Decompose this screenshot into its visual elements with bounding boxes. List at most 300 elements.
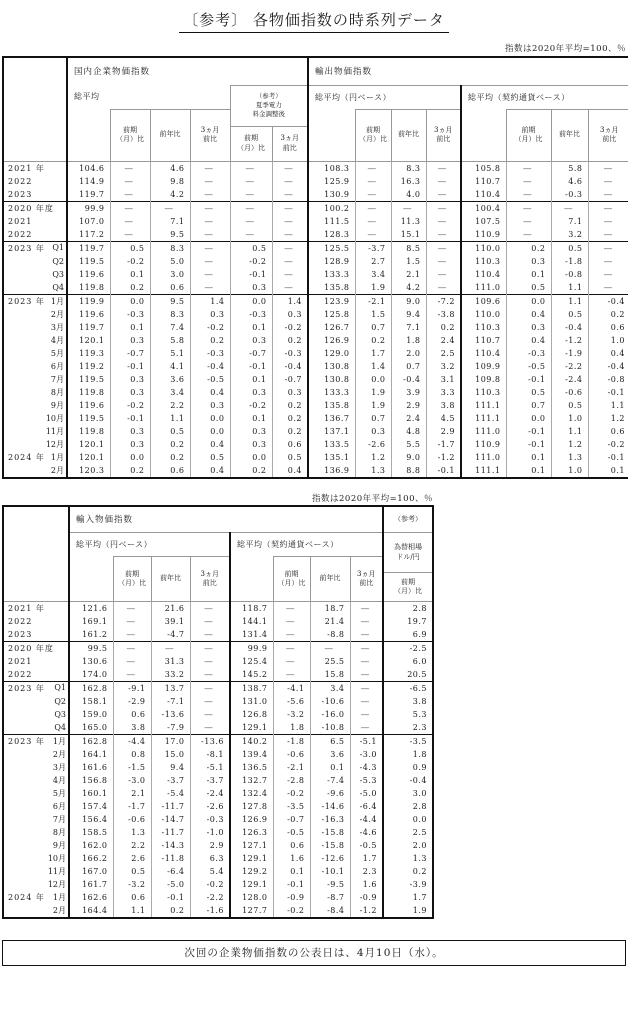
value-cell: ― [272, 188, 308, 202]
value-cell: 0.5 [551, 308, 588, 321]
value-cell: 1.1 [551, 281, 588, 295]
value-cell: ― [230, 228, 272, 242]
value-cell: 0.3 [190, 308, 230, 321]
value-cell: 2.8 [383, 800, 433, 813]
value-cell: -2.2 [190, 891, 230, 904]
header-3m: 3ヵ月 前比 [588, 109, 628, 161]
value-cell: ― [113, 668, 151, 682]
value-cell: ― [310, 642, 350, 656]
value-cell: -5.4 [151, 787, 190, 800]
header-yoy: 前年比 [551, 109, 588, 161]
value-cell: 119.5 [67, 255, 110, 268]
value-cell: -0.3 [110, 308, 150, 321]
value-cell: 119.6 [67, 399, 110, 412]
header-import-yen-average: 総平均（円ベース） [69, 533, 230, 557]
value-cell: ― [426, 268, 461, 281]
value-cell: -0.6 [113, 813, 151, 826]
value-cell: 99.5 [69, 642, 113, 656]
value-cell: -1.7 [426, 438, 461, 451]
row-period-label: 4月 [3, 774, 69, 787]
value-cell: ― [506, 228, 551, 242]
value-cell: 1.1 [551, 425, 588, 438]
value-cell: 99.9 [67, 201, 110, 215]
value-cell: -7.9 [151, 721, 190, 735]
value-cell: 0.2 [150, 451, 190, 464]
value-cell: -15.8 [310, 826, 350, 839]
value-cell: -0.4 [383, 774, 433, 787]
value-cell: -16.3 [310, 813, 350, 826]
value-cell: 0.4 [506, 308, 551, 321]
value-cell: 15.1 [391, 228, 426, 242]
value-cell: ― [350, 615, 383, 628]
value-cell: -0.4 [391, 373, 426, 386]
header-yoy: 前年比 [310, 557, 350, 602]
value-cell: -0.7 [273, 813, 310, 826]
value-cell: 131.0 [230, 695, 273, 708]
table-row [3, 294, 628, 308]
value-cell: ― [190, 628, 230, 642]
value-cell: 0.6 [113, 891, 151, 904]
value-cell: -1.8 [273, 735, 310, 749]
table-row [3, 399, 628, 412]
table-row [3, 334, 628, 347]
table-row [3, 904, 433, 918]
header-import-index: 輸入物価指数 [69, 506, 383, 533]
value-cell: 5.3 [383, 708, 433, 721]
value-cell: 1.1 [551, 294, 588, 308]
value-cell: -0.7 [230, 347, 272, 360]
header-yoy: 前年比 [151, 557, 190, 602]
value-cell: -1.2 [551, 334, 588, 347]
value-cell: 8.3 [391, 161, 426, 175]
row-period-label: 8月 [3, 826, 69, 839]
value-cell: ― [230, 188, 272, 202]
value-cell: -2.4 [551, 373, 588, 386]
value-cell: -5.1 [190, 761, 230, 774]
import-price-table [2, 505, 434, 920]
value-cell: 0.1 [273, 865, 310, 878]
value-cell: 160.1 [69, 787, 113, 800]
value-cell: ― [273, 615, 310, 628]
table-row [3, 386, 628, 399]
value-cell: 110.3 [461, 255, 506, 268]
value-cell: 2.7 [355, 255, 391, 268]
header-mom: 前期 （月）比 [355, 109, 391, 161]
value-cell: ― [230, 161, 272, 175]
value-cell: ― [350, 721, 383, 735]
value-cell: ― [190, 615, 230, 628]
header-mom: 前期 （月）比 [113, 557, 151, 602]
table-row [3, 161, 628, 175]
value-cell: 130.8 [308, 373, 355, 386]
value-cell: 1.1 [588, 399, 628, 412]
header-export-contract-average: 総平均（契約通貨ベース） [461, 85, 628, 109]
table-row [3, 682, 433, 696]
value-cell: 5.1 [150, 347, 190, 360]
value-cell: 138.7 [230, 682, 273, 696]
value-cell: 0.3 [230, 334, 272, 347]
header-yoy: 前年比 [391, 109, 426, 161]
value-cell: -3.0 [113, 774, 151, 787]
value-cell: -0.1 [230, 360, 272, 373]
table-row [3, 425, 628, 438]
value-cell: ― [113, 655, 151, 668]
value-cell: -10.6 [310, 695, 350, 708]
value-cell: 100.4 [461, 201, 506, 215]
value-cell: 2.9 [426, 425, 461, 438]
value-cell: 1.5 [355, 308, 391, 321]
header-3m: 3ヵ月 前比 [426, 109, 461, 161]
row-period-label: 10月 [3, 852, 69, 865]
value-cell: 129.1 [230, 878, 273, 891]
value-cell: 0.5 [110, 241, 150, 255]
value-cell: ― [588, 241, 628, 255]
value-cell: -3.7 [190, 774, 230, 787]
row-period-label: 2月 [3, 308, 67, 321]
table-row [3, 464, 628, 478]
table-row [3, 451, 628, 464]
value-cell: 0.3 [272, 386, 308, 399]
value-cell: -0.5 [190, 373, 230, 386]
row-period-label: 3月 [3, 761, 69, 774]
value-cell: 110.4 [461, 347, 506, 360]
value-cell: 129.2 [230, 865, 273, 878]
value-cell: -14.6 [310, 800, 350, 813]
value-cell: 161.7 [69, 878, 113, 891]
value-cell: 0.4 [506, 334, 551, 347]
value-cell: -0.2 [190, 321, 230, 334]
header-3m: 3ヵ月 前比 [350, 557, 383, 602]
value-cell: 4.2 [391, 281, 426, 295]
value-cell: 0.2 [190, 334, 230, 347]
value-cell: 0.6 [113, 708, 151, 721]
value-cell: 0.4 [190, 464, 230, 478]
value-cell: 162.8 [69, 735, 113, 749]
value-cell: 161.6 [69, 761, 113, 774]
value-cell: 126.3 [230, 826, 273, 839]
value-cell: -8.7 [310, 891, 350, 904]
value-cell: 1.0 [551, 412, 588, 425]
value-cell: 1.8 [383, 748, 433, 761]
table-row [3, 813, 433, 826]
value-cell: -0.7 [110, 347, 150, 360]
value-cell: ― [110, 215, 150, 228]
value-cell: 111.1 [461, 412, 506, 425]
value-cell: -5.1 [350, 735, 383, 749]
value-cell: ― [110, 161, 150, 175]
value-cell: 137.1 [308, 425, 355, 438]
value-cell: -0.2 [273, 904, 310, 918]
value-cell: 15.8 [310, 668, 350, 682]
header-yoy: 前年比 [150, 109, 190, 161]
header-ref-3m: 3ヵ月 前比 [272, 126, 308, 161]
value-cell: 0.1 [310, 761, 350, 774]
value-cell: -2.6 [190, 800, 230, 813]
value-cell: 111.5 [308, 215, 355, 228]
row-period-label: 6月 [3, 360, 67, 373]
value-cell: 161.2 [69, 628, 113, 642]
value-cell: 1.9 [355, 386, 391, 399]
value-cell: 2.9 [190, 839, 230, 852]
value-cell: 0.3 [110, 373, 150, 386]
value-cell: -2.5 [383, 642, 433, 656]
value-cell: -3.0 [350, 748, 383, 761]
value-cell: -0.8 [588, 373, 628, 386]
value-cell: -0.1 [426, 464, 461, 478]
row-period-label: 2021 年 [3, 161, 67, 175]
value-cell: 110.4 [461, 268, 506, 281]
value-cell: -11.7 [151, 800, 190, 813]
value-cell: 33.2 [151, 668, 190, 682]
value-cell: -0.3 [230, 308, 272, 321]
value-cell: 1.1 [113, 904, 151, 918]
value-cell: 111.1 [461, 399, 506, 412]
value-cell: -9.5 [310, 878, 350, 891]
value-cell: 110.3 [461, 386, 506, 399]
table-row [3, 708, 433, 721]
value-cell: ― [230, 201, 272, 215]
table-row [3, 615, 433, 628]
value-cell: 114.9 [67, 175, 110, 188]
value-cell: 110.9 [461, 438, 506, 451]
value-cell: 1.4 [355, 360, 391, 373]
value-cell: -2.6 [355, 438, 391, 451]
value-cell: 99.9 [230, 642, 273, 656]
row-period-label: 2月 [3, 904, 69, 918]
row-period-label: 4月 [3, 334, 67, 347]
value-cell: 4.6 [150, 161, 190, 175]
value-cell: 2.0 [383, 839, 433, 852]
value-cell: 0.0 [355, 373, 391, 386]
value-cell: 0.5 [551, 399, 588, 412]
value-cell: 5.0 [150, 255, 190, 268]
value-cell: 0.5 [230, 241, 272, 255]
value-cell: 1.0 [551, 464, 588, 478]
value-cell: 159.0 [69, 708, 113, 721]
value-cell: 2.4 [391, 412, 426, 425]
value-cell: 0.0 [506, 412, 551, 425]
table-row [3, 865, 433, 878]
value-cell: 128.3 [308, 228, 355, 242]
table-row [3, 228, 628, 242]
value-cell: 109.8 [461, 373, 506, 386]
value-cell: ― [355, 215, 391, 228]
value-cell: 132.7 [230, 774, 273, 787]
value-cell: 158.1 [69, 695, 113, 708]
value-cell: -1.6 [190, 904, 230, 918]
value-cell: -0.6 [551, 386, 588, 399]
value-cell: 145.2 [230, 668, 273, 682]
value-cell: 0.4 [272, 464, 308, 478]
value-cell: 0.3 [110, 425, 150, 438]
header-mom: 前期 （月）比 [110, 109, 150, 161]
value-cell: ― [190, 188, 230, 202]
value-cell: 9.0 [391, 294, 426, 308]
value-cell: 0.2 [151, 904, 190, 918]
value-cell: -3.7 [355, 241, 391, 255]
value-cell: 0.6 [150, 464, 190, 478]
value-cell: 0.1 [230, 321, 272, 334]
value-cell: 0.7 [355, 412, 391, 425]
row-period-label: 2020 年度 [3, 201, 67, 215]
row-period-label: 2月 [3, 748, 69, 761]
value-cell: 0.5 [506, 281, 551, 295]
value-cell: 20.5 [383, 668, 433, 682]
value-cell: ― [190, 668, 230, 682]
value-cell: 125.8 [308, 308, 355, 321]
value-cell: -0.1 [506, 373, 551, 386]
value-cell: -0.6 [273, 748, 310, 761]
table-row [3, 360, 628, 373]
value-cell: 6.0 [383, 655, 433, 668]
value-cell: 1.9 [383, 904, 433, 918]
value-cell: 1.2 [588, 412, 628, 425]
value-cell: 119.8 [67, 281, 110, 295]
header-domestic-average: 総平均 [67, 85, 230, 109]
table-row [3, 826, 433, 839]
table-row [3, 695, 433, 708]
value-cell: -0.5 [506, 360, 551, 373]
value-cell: -3.9 [383, 878, 433, 891]
value-cell: 0.0 [190, 412, 230, 425]
unit-note-bottom: 指数は2020年平均=100、％ [312, 493, 433, 504]
value-cell: ― [506, 201, 551, 215]
value-cell: 0.0 [230, 294, 272, 308]
value-cell: 135.1 [308, 451, 355, 464]
value-cell: 105.8 [461, 161, 506, 175]
value-cell: 7.1 [391, 321, 426, 334]
domestic-export-price-table [2, 56, 628, 479]
value-cell: 4.2 [150, 188, 190, 202]
value-cell: 132.4 [230, 787, 273, 800]
value-cell: 104.6 [67, 161, 110, 175]
value-cell: 4.1 [150, 360, 190, 373]
value-cell: 110.7 [461, 175, 506, 188]
row-period-label: 2022 [3, 615, 69, 628]
value-cell: ― [588, 228, 628, 242]
value-cell: ― [350, 628, 383, 642]
row-period-label: 11月 [3, 865, 69, 878]
value-cell: 5.4 [190, 865, 230, 878]
value-cell: 9.5 [150, 228, 190, 242]
value-cell: -0.4 [272, 360, 308, 373]
value-cell: 21.4 [310, 615, 350, 628]
value-cell: 0.2 [110, 464, 150, 478]
value-cell: -11.7 [151, 826, 190, 839]
value-cell: ― [426, 188, 461, 202]
value-cell: 2.1 [391, 268, 426, 281]
table-row [3, 735, 433, 749]
value-cell: 129.1 [230, 721, 273, 735]
value-cell: 0.1 [230, 373, 272, 386]
value-cell: -7.2 [426, 294, 461, 308]
value-cell: 6.3 [190, 852, 230, 865]
value-cell: ― [272, 241, 308, 255]
value-cell: 0.1 [230, 412, 272, 425]
value-cell: -0.2 [230, 399, 272, 412]
value-cell: 0.3 [230, 386, 272, 399]
value-cell: 165.0 [69, 721, 113, 735]
value-cell: 2.4 [426, 334, 461, 347]
value-cell: 133.5 [308, 438, 355, 451]
value-cell: -0.2 [273, 787, 310, 800]
value-cell: 136.9 [308, 464, 355, 478]
value-cell: 110.0 [461, 308, 506, 321]
value-cell: -8.1 [190, 748, 230, 761]
value-cell: 133.3 [308, 386, 355, 399]
value-cell: 8.8 [391, 464, 426, 478]
value-cell: 130.6 [69, 655, 113, 668]
value-cell: ― [355, 228, 391, 242]
header-fx-rate: 為替相場 ドル/円 [383, 533, 433, 573]
header-domestic-index: 国内企業物価指数 [67, 57, 308, 85]
value-cell: 2.1 [113, 787, 151, 800]
value-cell: ― [190, 175, 230, 188]
value-cell: 0.3 [355, 425, 391, 438]
value-cell: 3.2 [551, 228, 588, 242]
value-cell: ― [230, 215, 272, 228]
empty-header-cell [461, 109, 506, 161]
value-cell: 130.9 [308, 188, 355, 202]
value-cell: 0.2 [272, 412, 308, 425]
value-cell: ― [273, 642, 310, 656]
value-cell: 0.7 [355, 321, 391, 334]
value-cell: 4.8 [391, 425, 426, 438]
value-cell: ― [190, 241, 230, 255]
value-cell: -3.5 [383, 735, 433, 749]
table-row [3, 373, 628, 386]
value-cell: -0.4 [588, 294, 628, 308]
value-cell: 5.8 [551, 161, 588, 175]
table-row [3, 201, 628, 215]
value-cell: 111.0 [461, 425, 506, 438]
value-cell: 0.6 [272, 438, 308, 451]
table-row [3, 255, 628, 268]
value-cell: 119.6 [67, 268, 110, 281]
value-cell: ― [588, 215, 628, 228]
value-cell: -14.3 [151, 839, 190, 852]
value-cell: -6.4 [151, 865, 190, 878]
value-cell: 0.2 [506, 241, 551, 255]
value-cell: ― [190, 642, 230, 656]
value-cell: 9.8 [150, 175, 190, 188]
value-cell: 1.9 [355, 399, 391, 412]
value-cell: 9.5 [150, 294, 190, 308]
value-cell: 126.8 [230, 708, 273, 721]
value-cell: ― [113, 615, 151, 628]
value-cell: ― [391, 201, 426, 215]
value-cell: 119.5 [67, 412, 110, 425]
value-cell: 2.5 [426, 347, 461, 360]
table-row [3, 347, 628, 360]
value-cell: 1.7 [350, 852, 383, 865]
value-cell: 118.7 [230, 602, 273, 616]
value-cell: ― [588, 161, 628, 175]
value-cell: 131.4 [230, 628, 273, 642]
value-cell: -1.2 [426, 451, 461, 464]
value-cell: 16.3 [391, 175, 426, 188]
row-period-label: 2023 [3, 188, 67, 202]
table-row [3, 188, 628, 202]
value-cell: -2.2 [551, 360, 588, 373]
value-cell: -1.9 [551, 347, 588, 360]
table-row [3, 748, 433, 761]
value-cell: -2.1 [355, 294, 391, 308]
value-cell: 0.2 [272, 425, 308, 438]
value-cell: -4.4 [350, 813, 383, 826]
value-cell: 136.7 [308, 412, 355, 425]
value-cell: 126.9 [308, 334, 355, 347]
